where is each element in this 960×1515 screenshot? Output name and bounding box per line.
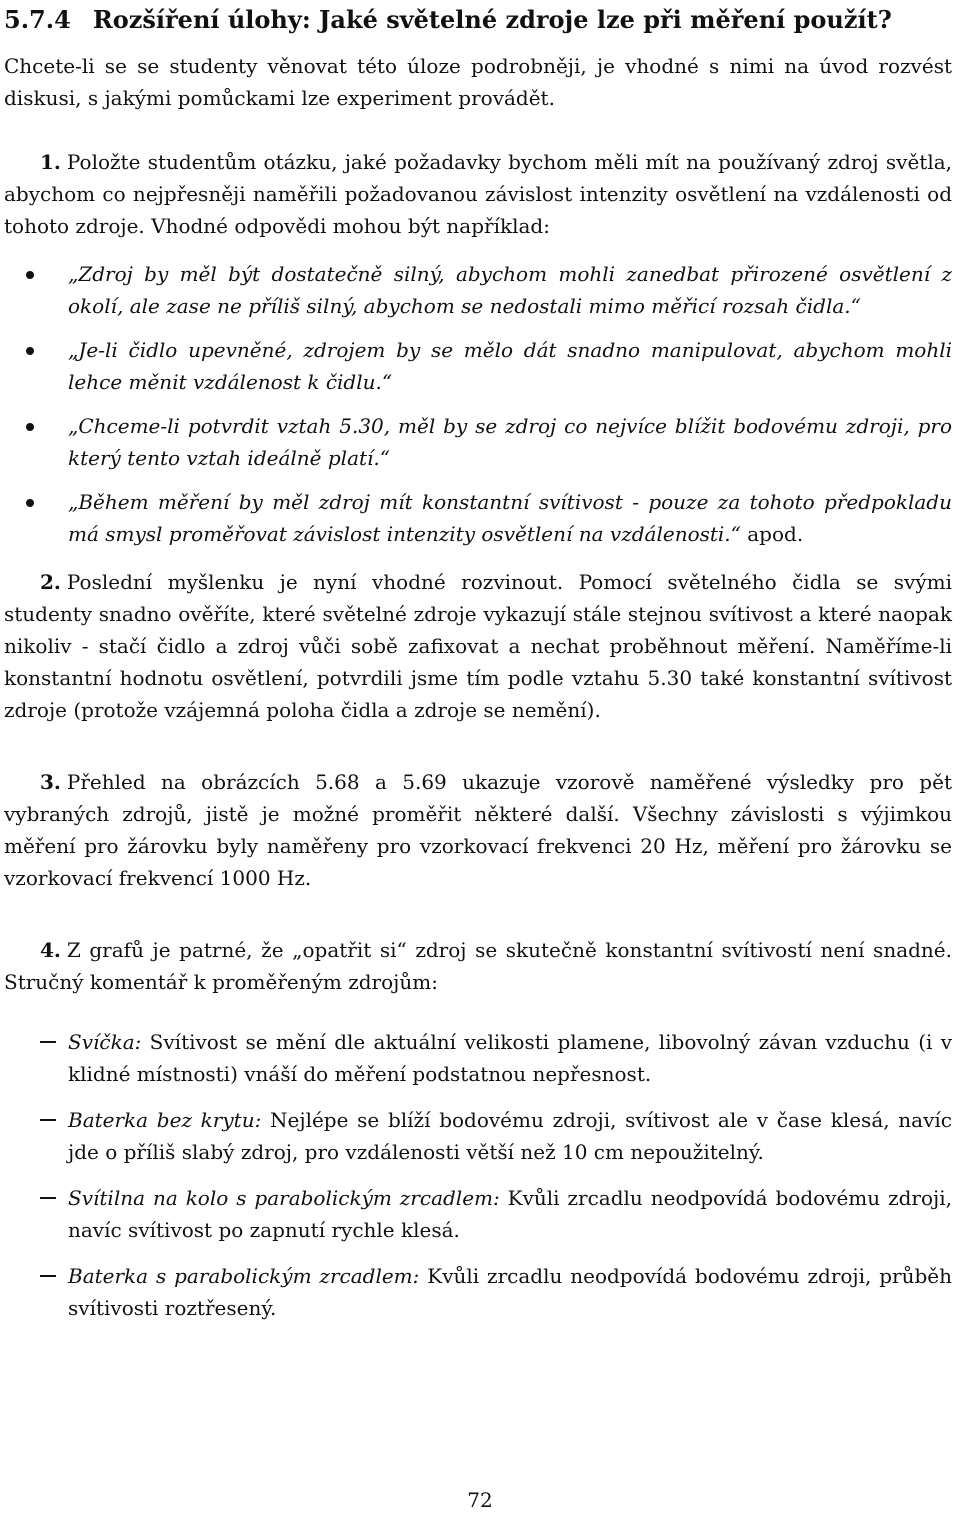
answer-item: [4, 258, 952, 322]
source-comment: Svítivost se mění dle aktuální velikosti plamene, libovolný závan vzduchu (i v klidné místnosti) vnáší do měření podstatnou nepřesnost.: [68, 1030, 952, 1086]
step-2-text: Poslední myšlenku je nyní vhodné rozvinout. Pomocí světelného čidla se svými studenty snadno ověříte, které světelné zdroje vykazují stále stejnou svítivost a které naopak nikoliv - stačí čidlo a zdroj vůči sobě zafixovat a nechat proběhnout měření. Naměříme-li konstantní hodnotu osvětlení, potvrdili jsme tím podle vztahu 5.30 také konstantní svítivost zdroje (protože vzájemná poloha čidla a zdroje se nemění).: [4, 570, 952, 722]
page-content: [4, 0, 952, 1338]
source-name: Baterka s parabolickým zrcadlem:: [68, 1264, 420, 1288]
section-number: 5.7.4: [4, 5, 71, 34]
source-comment-list: [4, 1026, 952, 1324]
step-4-number: 4.: [40, 938, 61, 962]
answer-item: [4, 410, 952, 474]
dash-icon: [40, 1197, 56, 1199]
step-3-paragraph: [4, 766, 952, 894]
answer-quote: „Je-li čidlo upevněné, zdrojem by se mělo dát snadno manipulovat, abychom mohli lehce měnit vzdálenost k čidlu.“: [68, 338, 952, 394]
answer-quote: „Během měření by měl zdroj mít konstantní svítivost - pouze za tohoto předpokladu má smysl proměřovat závislost intenzity osvětlení na vzdálenosti.“: [68, 490, 952, 546]
step-3-number: 3.: [40, 770, 61, 794]
step-4-text: Z grafů je patrné, že „opatřit si“ zdroj se skutečně konstantní svítivostí není snadné. Stručný komentář k proměřeným zdrojům:: [4, 938, 952, 994]
source-comment-item: [4, 1026, 952, 1090]
step-1-number: 1.: [40, 150, 61, 174]
source-comment: Kvůli zrcadlu neodpovídá bodovému zdroji, navíc svítivost po zapnutí rychle klesá.: [68, 1186, 952, 1242]
page-number: 72: [467, 1488, 493, 1512]
source-comment: Kvůli zrcadlu neodpovídá bodovému zdroji, průběh svítivosti roztřesený.: [68, 1264, 953, 1320]
answer-list: [4, 258, 952, 550]
source-comment: Nejlépe se blíží bodovému zdroji, svítivost ale v čase klesá, navíc jde o příliš slabý zdroj, pro vzdálenosti větší než 10 cm nepoužitelný.: [68, 1108, 953, 1164]
answer-suffix: apod.: [740, 522, 804, 546]
answer-quote: „Zdroj by měl být dostatečně silný, abychom mohli zanedbat přirozené osvětlení z okolí, ale zase ne příliš silný, abychom se nedostali mimo měřicí rozsah čidla.“: [68, 262, 952, 318]
section-title: Rozšíření úlohy: Jaké světelné zdroje lze při měření použít?: [92, 5, 892, 34]
step-2-number: 2.: [40, 570, 61, 594]
bullet-dot-icon: [26, 499, 34, 507]
answer-item: [4, 334, 952, 398]
step-4-paragraph: [4, 934, 952, 998]
dash-icon: [40, 1041, 56, 1043]
bullet-dot-icon: [26, 423, 34, 431]
source-name: Svítilna na kolo s parabolickým zrcadlem:: [68, 1186, 500, 1210]
step-1-text: Položte studentům otázku, jaké požadavky bychom měli mít na používaný zdroj světla, abychom co nejpřesněji naměřili požadovanou závislost intenzity osvětlení na vzdálenosti od tohoto zdroje. Vhodné odpovědi mohou být například:: [4, 150, 952, 238]
source-comment-item: [4, 1182, 952, 1246]
source-name: Svíčka:: [68, 1030, 142, 1054]
source-comment-item: [4, 1104, 952, 1168]
dash-icon: [40, 1275, 56, 1277]
answer-quote: „Chceme-li potvrdit vztah 5.30, měl by se zdroj co nejvíce blížit bodovému zdroji, pro který tento vztah ideálně platí.“: [68, 414, 952, 470]
source-name: Baterka bez krytu:: [68, 1108, 262, 1132]
dash-icon: [40, 1119, 56, 1121]
intro-paragraph: Chcete-li se se studenty věnovat této úloze podrobněji, je vhodné s nimi na úvod rozvést diskusi, s jakými pomůckami lze experiment provádět.: [4, 54, 952, 110]
answer-item: [4, 486, 952, 550]
spacer: [4, 726, 952, 766]
section-heading: [4, 2, 952, 38]
source-comment-item: [4, 1260, 952, 1324]
step-3-text: Přehled na obrázcích 5.68 a 5.69 ukazuje vzorově naměřené výsledky pro pět vybraných zdrojů, jistě je možné proměřit některé další. Všechny závislosti s výjimkou měření pro žárovku byly naměřeny pro vzorkovací frekvenci 20 Hz, měření pro žárovku se vzorkovací frekvencí 1000 Hz.: [4, 770, 952, 890]
bullet-dot-icon: [26, 347, 34, 355]
step-1-paragraph: [4, 146, 952, 242]
bullet-dot-icon: [26, 271, 34, 279]
step-2-paragraph: [4, 566, 952, 726]
spacer: [4, 894, 952, 934]
